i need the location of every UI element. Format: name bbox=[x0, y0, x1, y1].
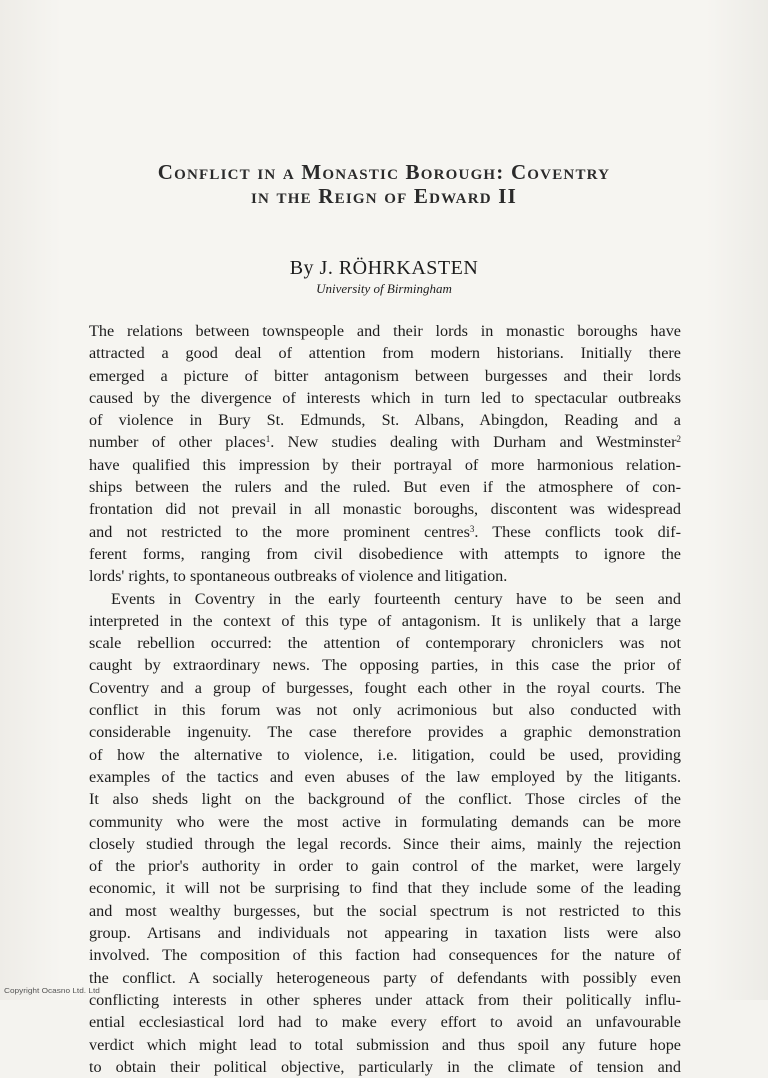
text-line: closely studied through the legal records. Since their aims, mainly the rejection bbox=[89, 834, 681, 853]
text-segment: . These conflicts took dif- bbox=[474, 522, 682, 541]
text-line: of violence in Bury St. Edmunds, St. Albans, Abingdon, Reading and a bbox=[89, 411, 681, 430]
text-line: caused by the divergence of interests which in turn led to spectacular outbreaks bbox=[89, 388, 681, 407]
text-segment: number of other places bbox=[89, 433, 266, 452]
text-line: of how the alternative to violence, i.e. litigation, could be used, providing bbox=[89, 745, 681, 764]
title-line-1: Conflict in a Monastic Borough: Coventry bbox=[157, 160, 611, 184]
text-line: ferent forms, ranging from civil disobedience with attempts to ignore the bbox=[89, 544, 681, 563]
text-line: lords' rights, to spontaneous outbreaks of violence and litigation. bbox=[89, 567, 508, 586]
text-line: Events in Coventry in the early fourteenth century have to be seen and bbox=[111, 589, 681, 608]
text-line: and most wealthy burgesses, but the social spectrum is not restricted to this bbox=[89, 901, 681, 920]
text-line: Coventry and a group of burgesses, fought each other in the royal courts. The bbox=[89, 678, 681, 697]
title-line-2: in the Reign of Edward II bbox=[251, 184, 517, 208]
text-segment: and not restricted to the more prominent centres bbox=[89, 522, 470, 541]
text-line: the conflict. A socially heterogeneous party of defendants with possibly even bbox=[89, 968, 681, 987]
author-byline: By J. RÖHRKASTEN bbox=[289, 257, 479, 279]
text-line: scale rebellion occurred: the attention of contemporary chroniclers was not bbox=[89, 634, 681, 653]
text-line: It also sheds light on the background of the conflict. Those circles of the bbox=[89, 790, 681, 809]
text-line: caught by extraordinary news. The opposing parties, in this case the prior of bbox=[89, 656, 681, 675]
paragraph-1 bbox=[89, 320, 681, 588]
article-title bbox=[60, 160, 708, 208]
text-line: involved. The composition of this faction had consequences for the nature of bbox=[89, 946, 681, 965]
footnote-marker: 1 bbox=[265, 434, 271, 445]
text-line: have qualified this impression by their portrayal of more harmonious relation- bbox=[89, 455, 681, 474]
footnote-marker: 3 bbox=[469, 523, 475, 534]
text-line: group. Artisans and individuals not appearing in taxation lists were also bbox=[89, 924, 681, 943]
text-line: interpreted in the context of this type of antagonism. It is unlikely that a large bbox=[89, 611, 681, 630]
text-line: conflicting interests in other spheres under attack from their politically influ- bbox=[89, 990, 681, 1009]
author-affiliation: University of Birmingham bbox=[316, 281, 452, 296]
text-line: The relations between townspeople and their lords in monastic boroughs have bbox=[89, 322, 681, 340]
article-body bbox=[89, 320, 681, 1078]
text-line: frontation did not prevail in all monastic boroughs, discontent was widespread bbox=[89, 500, 681, 519]
text-segment: . New studies dealing with Durham and Westminster bbox=[270, 433, 677, 452]
text-line: considerable ingenuity. The case therefore provides a graphic demonstration bbox=[89, 723, 681, 742]
text-line bbox=[89, 431, 681, 453]
text-line: community who were the most active in formulating demands can be more bbox=[89, 812, 681, 831]
text-line: ential ecclesiastical lord had to make every effort to avoid an unfavourable bbox=[89, 1013, 681, 1032]
text-line: emerged a picture of bitter antagonism between burgesses and their lords bbox=[89, 366, 681, 385]
paragraph-2 bbox=[89, 588, 681, 1078]
text-line: verdict which might lead to total submission and thus spoil any future hope bbox=[89, 1035, 681, 1054]
text-line: economic, it will not be surprising to find that they include some of the leading bbox=[89, 879, 681, 898]
text-line: ships between the rulers and the ruled. But even if the atmosphere of con- bbox=[89, 478, 681, 497]
text-line: to obtain their political objective, particularly in the climate of tension and bbox=[89, 1057, 681, 1076]
copyright-watermark: Copyright Ocasno Ltd. Ltd bbox=[4, 986, 100, 995]
footnote-marker: 2 bbox=[676, 434, 681, 445]
text-line: attracted a good deal of attention from modern historians. Initially there bbox=[89, 344, 681, 363]
text-line: conflict in this forum was not only acrimonious but also conducted with bbox=[89, 701, 681, 720]
text-line: of the prior's authority in order to gain control of the market, were largely bbox=[89, 857, 681, 876]
text-line bbox=[89, 521, 681, 543]
text-line: examples of the tactics and even abuses of the law employed by the litigants. bbox=[89, 767, 681, 786]
